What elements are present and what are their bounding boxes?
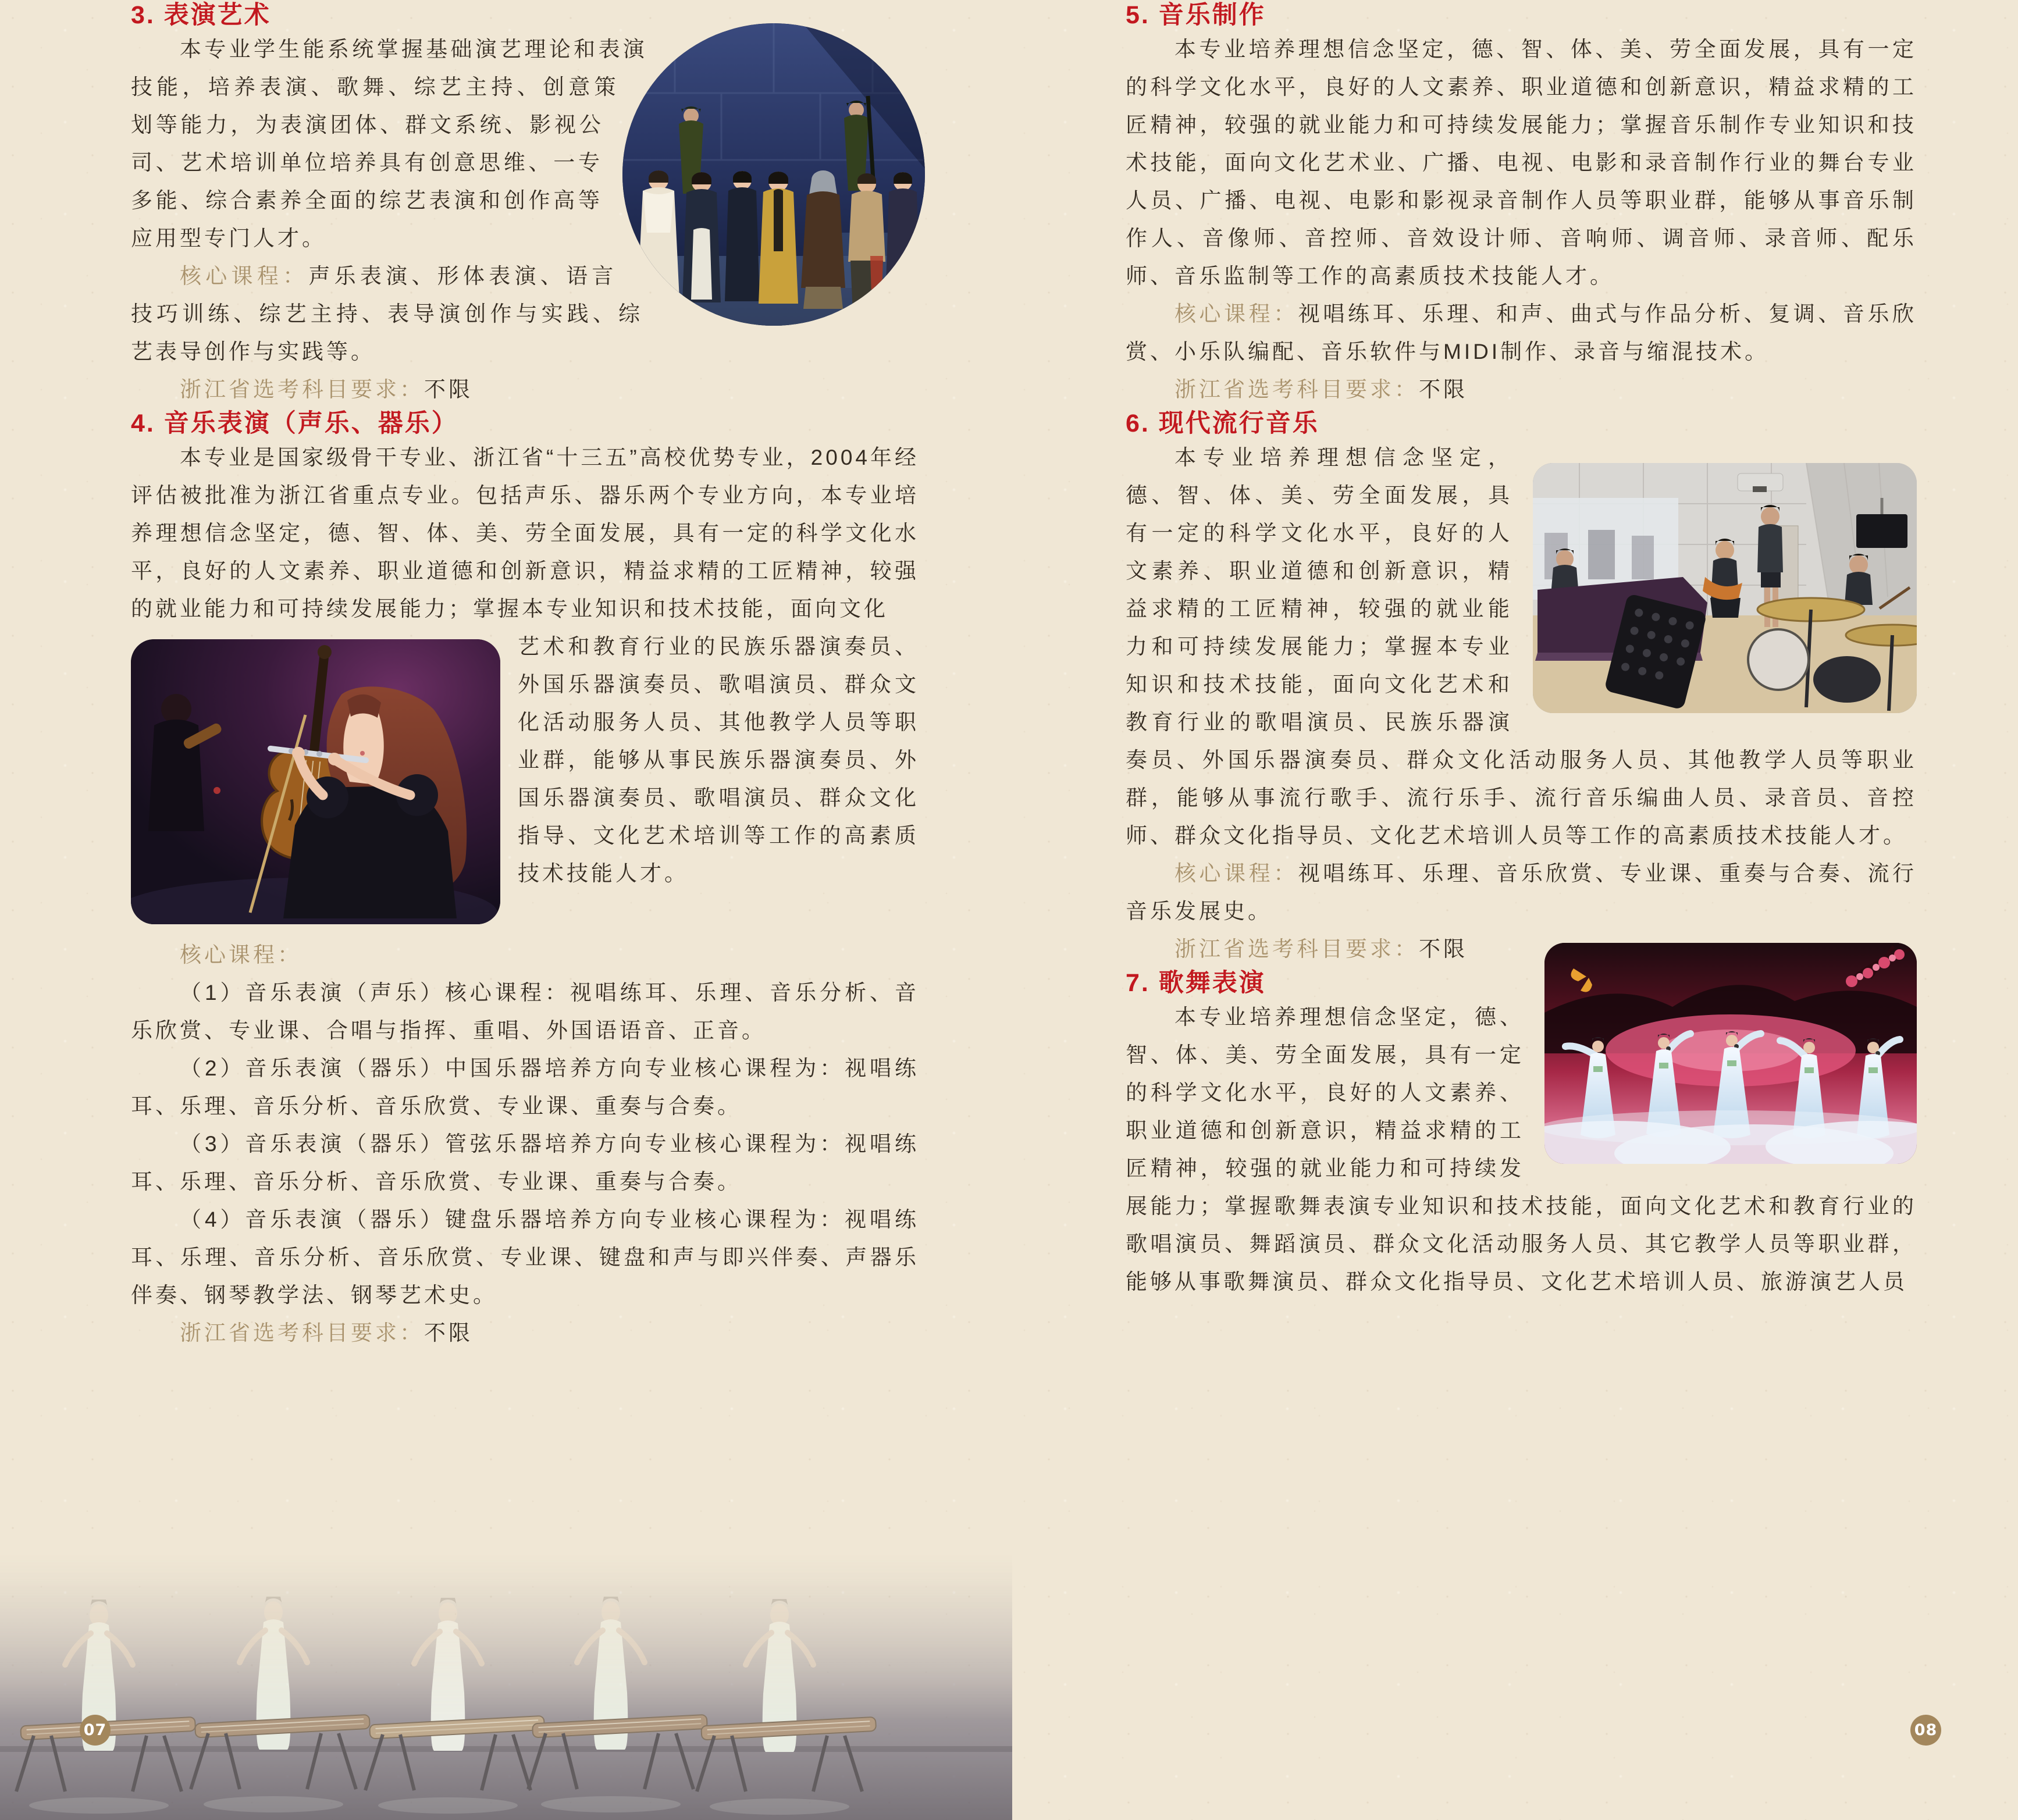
section-6-core-courses: [1126, 854, 1917, 930]
wall-tv: [1856, 514, 1907, 548]
exam-requirement-value: 不限: [424, 1321, 473, 1345]
band-rehearsal-photo: [1533, 463, 1917, 713]
guzheng-ensemble-photo: [0, 1554, 1012, 1820]
exam-requirement-value: 不限: [1419, 937, 1468, 961]
core-courses-label: 核心课程：: [180, 943, 302, 967]
section-5-intro: 本专业培养理想信念坚定，德、智、体、美、劳全面发展，具有一定的科学文化水平，良好的人文素养、职业道德和创新意识，精益求精的工匠精神，较强的就业能力和可持续发展能力；掌握音乐制作专业知识和技术技能，面向文化艺术业、广播、电视、电影和录音制作行业的舞台专业人员、广播、电视、电影和影视录音制作人员等职业群，能够从事音乐制作人、音像师、音控师、音效设计师、音响师、调音师、录音师、配乐师、音乐监制等工作的高素质技术技能人才。: [1126, 37, 1917, 288]
section-5-title: 5. 音乐制作: [1126, 1, 1266, 29]
page-08-badge: 08: [1910, 1715, 1941, 1746]
section-6-intro: 本专业培养理想信念坚定，德、智、体、美、劳全面发展，具有一定的科学文化水平，良好的人文素养、职业道德和创新意识，精益求精的工匠精神，较强的就业能力和可持续发展能力；掌握本专业知识和技术技能，面向文化艺术和教育行业的歌唱演员、民族乐器演奏员、外国乐器演奏员、群众文化活动服务人员、其他教学人员等职业群，能够从事流行歌手、流行乐手、流行音乐编曲人员、录音员、音控师、群众文化指导员、文化艺术培训人员等工作的高素质技术技能人才。: [1126, 446, 1917, 847]
core-courses-label: 核心课程：: [180, 264, 309, 288]
section-5-core-courses: [1126, 295, 1917, 371]
core-courses-text: 视唱练耳、乐理、音乐欣赏、专业课、重奏与合奏、流行音乐发展史。: [1126, 861, 1917, 923]
exam-requirement-label: 浙江省选考科目要求：: [180, 377, 424, 401]
section-6-title: 6. 现代流行音乐: [1126, 409, 1319, 437]
section-4-exam-requirement: [131, 1314, 919, 1352]
core-courses-label: 核心课程：: [1175, 861, 1298, 885]
page-07-badge: 07: [80, 1715, 111, 1746]
section-4-core-courses-label: [131, 936, 919, 974]
section-4-title: 4. 音乐表演（声乐、器乐）: [131, 409, 458, 437]
core-courses-text: 视唱练耳、乐理、和声、曲式与作品分析、复调、音乐欣赏、小乐队编配、音乐软件与MIDI制作、录音与缩混技术。: [1126, 302, 1917, 364]
exam-requirement-label: 浙江省选考科目要求：: [1175, 937, 1419, 961]
section-4-course-item: （2）音乐表演（器乐）中国乐器培养方向专业核心课程为：视唱练耳、乐理、音乐分析、音乐欣赏、专业课、重奏与合奏。: [131, 1056, 919, 1118]
left-page: [131, 0, 919, 1352]
flute-performance-photo: [131, 639, 500, 924]
section-4-course-item: （3）音乐表演（器乐）管弦乐器培养方向专业核心课程为：视唱练耳、乐理、音乐分析、音乐欣赏、专业课、重奏与合奏。: [131, 1132, 919, 1194]
section-3-title: 3. 表演艺术: [131, 1, 271, 29]
section-7-intro: 本专业培养理想信念坚定，德、智、体、美、劳全面发展，具有一定的科学文化水平，良好的人文素养、职业道德和创新意识，精益求精的工匠精神，较强的就业能力和可持续发展能力；掌握歌舞表演专业知识和技术技能，面向文化艺术和教育行业的歌唱演员、舞蹈演员、群众文化活动服务人员、其它教学人员等职业群，能够从事歌舞演员、群众文化指导员、文化艺术培训人员、旅游演艺人员: [1126, 1005, 1917, 1294]
section-3-exam-requirement: [131, 371, 919, 408]
section-4-course-item: （4）音乐表演（器乐）键盘乐器培养方向专业核心课程为：视唱练耳、乐理、音乐分析、音乐欣赏、专业课、键盘和声与即兴伴奏、声器乐伴奏、钢琴教学法、钢琴艺术史。: [131, 1208, 919, 1307]
core-courses-text: 声乐表演、形体表演、语言技巧训练、综艺主持、表导演创作与实践、综艺表导创作与实践等。: [131, 264, 643, 364]
section-4-intro-part1: 本专业是国家级骨干专业、浙江省“十三五”高校优势专业，2004年经评估被批准为浙江省重点专业。包括声乐、器乐两个专业方向，本专业培养理想信念坚定，德、智、体、美、劳全面发展，具有一定的科学文化水平，良好的人文素养、职业道德和创新意识，精益求精的工匠精神，较强的就业能力和可持续发展能力；掌握本专业知识和技术技能，面向文化: [131, 446, 919, 621]
right-page: [1126, 0, 1917, 1301]
exam-requirement-label: 浙江省选考科目要求：: [1175, 377, 1419, 401]
dance-performance-photo: [1544, 943, 1917, 1164]
stage-mist: [1544, 1110, 1917, 1164]
section-4-intro-part2: 艺术和教育行业的民族乐器演奏员、外国乐器演奏员、歌唱演员、群众文化活动服务人员、其他教学人员等职业群，能够从事民族乐器演奏员、外国乐器演奏员、歌唱演员、群众文化指导、文化艺术培训等工作的高素质技术技能人才。: [518, 635, 919, 885]
section-3-intro: 本专业学生能系统掌握基础演艺理论和表演技能，培养表演、歌舞、综艺主持、创意策划等能力，为表演团体、群文系统、影视公司、艺术培训单位培养具有创意思维、一专多能、综合素养全面的综艺表演和创作高等应用型专门人才。: [131, 37, 647, 250]
exam-requirement-value: 不限: [424, 377, 473, 401]
core-courses-label: 核心课程：: [1175, 302, 1298, 326]
section-7-title: 7. 歌舞表演: [1126, 969, 1266, 997]
stage-drama-photo: [622, 23, 925, 326]
section-4-course-item: （1）音乐表演（声乐）核心课程：视唱练耳、乐理、音乐分析、音乐欣赏、专业课、合唱与指挥、重唱、外国语语音、正音。: [131, 981, 919, 1042]
exam-requirement-value: 不限: [1419, 377, 1468, 401]
section-5-exam-requirement: [1126, 371, 1917, 408]
exam-requirement-label: 浙江省选考科目要求：: [180, 1321, 424, 1345]
